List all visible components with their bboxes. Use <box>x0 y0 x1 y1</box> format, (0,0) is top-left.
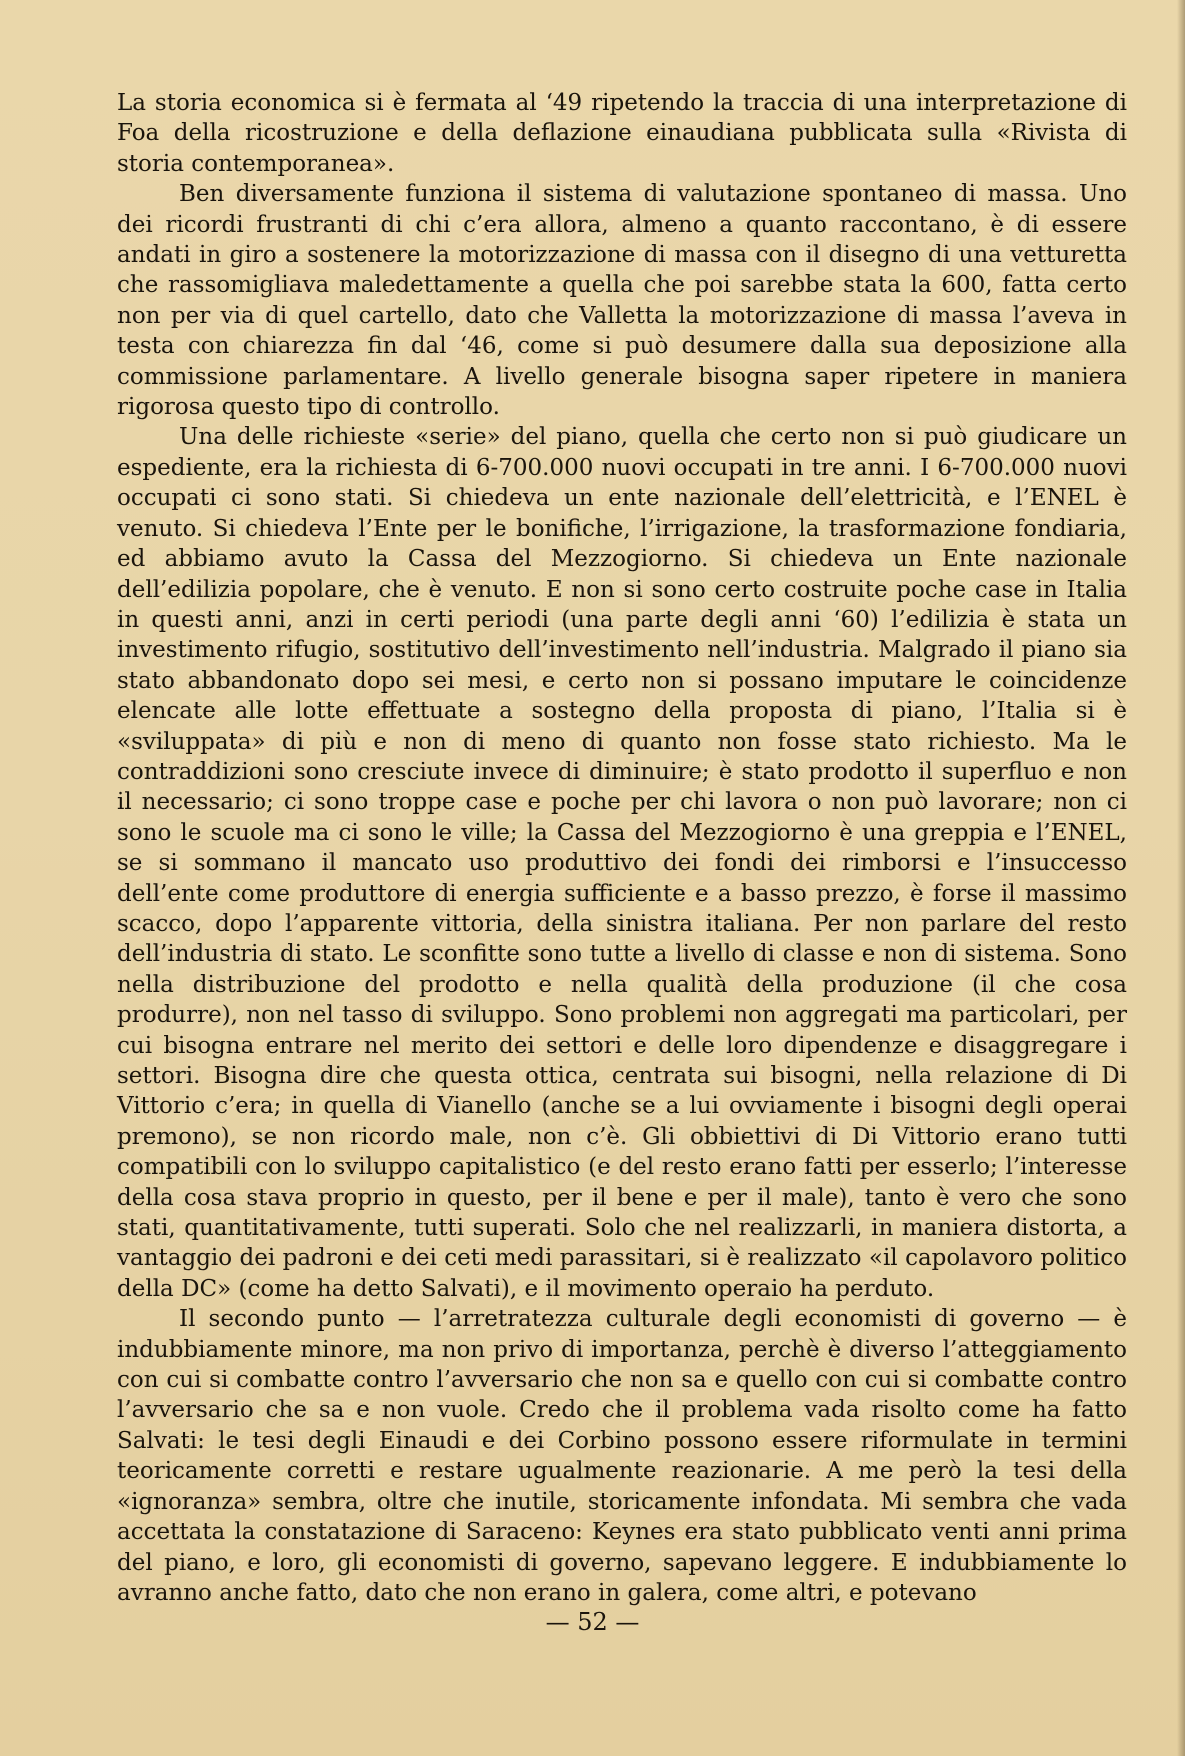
paragraph-2: Ben diversamente funziona il sistema di valutazione spontaneo di massa. Uno dei ricordi frustranti di chi c’era allora, almeno a quanto raccontano, è di essere andati in giro a sostenere la motorizzazione di massa con il disegno di una vetturetta che rassomigliava maledettamente a quella che poi sarebbe stata la 600, fatta certo non per via di quel cartello, dato che Valletta la motorizzazione di massa l’aveva in testa con chiarezza fin dal ‘46, come si può desumere dalla sua deposizione alla commissione parlamentare. A livello generale bisogna saper ripetere in maniera rigorosa questo tipo di controllo. <box>117 181 1127 421</box>
body-text <box>117 88 1127 1608</box>
paragraph-4: Il secondo punto — l’arretratezza culturale degli economisti di governo — è indubbiamente minore, ma non privo di importanza, perchè è diverso l’atteggiamento con cui si combatte contro l’avversario che non sa e quello con cui si combatte contro l’avversario che sa e non vuole. Credo che il problema vada risolto come ha fatto Salvati: le tesi degli Einaudi e dei Corbino possono essere riformulate in termini teoricamente corretti e restare ugualmente reazionarie. A me però la tesi della «ignoranza» sembra, oltre che inutile, storicamente infondata. Mi sembra che vada accettata la constatazione di Saraceno: Keynes era stato pubblicato venti anni prima del piano, e loro, gli economisti di governo, sapevano leggere. E indubbiamente lo avranno anche fatto, dato che non erano in galera, come altri, e potevano <box>117 1306 1127 1606</box>
page-number: — 52 — <box>545 1608 640 1636</box>
paragraph-1: La storia economica si è fermata al ‘49 ripetendo la traccia di una interpretazione di Foa della ricostruzione e della deflazione einaudiana pubblicata sulla «Rivista di storia contemporanea». <box>117 90 1127 177</box>
paragraph-3: Una delle richieste «serie» del piano, quella che certo non si può giudicare un espediente, era la richiesta di 6-700.000 nuovi occupati in tre anni. I 6-700.000 nuovi occupati ci sono stati. Si chiedeva un ente nazionale dell’elettricità, e l’ENEL è venuto. Si chiedeva l’Ente per le bonifiche, l’irrigazione, la trasformazione fondiaria, ed abbiamo avuto la Cassa del Mezzogiorno. Si chiedeva un Ente nazionale dell’edilizia popolare, che è venuto. E non si sono certo costruite poche case in Italia in questi anni, anzi in certi periodi (una parte degli anni ‘60) l’edilizia è stata un investimento rifugio, sostitutivo dell’investimento nell’industria. Malgrado il piano sia stato abbandonato dopo sei mesi, e certo non si possano imputare le coincidenze elencate alle lotte effettuate a sostegno della proposta di piano, l’Italia si è «sviluppata» di più e non di meno di quanto non fosse stato richiesto. Ma le contraddizioni sono cresciute invece di diminuire; è stato prodotto il superfluo e non il necessario; ci sono troppe case e poche per chi lavora o non può lavorare; non ci sono le scuole ma ci sono le ville; la Cassa del Mezzogiorno è una greppia e l’ENEL, se si sommano il mancato uso produttivo dei fondi dei rimborsi e l’insuccesso dell’ente come produttore di energia sufficiente e a basso prezzo, è forse il massimo scacco, dopo l’apparente vittoria, della sinistra italiana. Per non parlare del resto dell’industria di stato. Le sconfitte sono tutte a livello di classe e non di sistema. Sono nella distribuzione del prodotto e nella qualità della produzione (il che cosa produrre), non nel tasso di sviluppo. Sono problemi non aggregati ma particolari, per cui bisogna entrare nel merito dei settori e delle loro dipendenze e disaggregare i settori. Bisogna dire che questa ottica, centrata sui bisogni, nella relazione di Di Vittorio c’era; in quella di Vianello (anche se a lui ovviamente i bisogni degli operai premono), se non ricordo male, non c’è. Gli obbiettivi di Di Vittorio erano tutti compatibili con lo sviluppo capitalistico (e del resto erano fatti per esserlo; l’interesse della cosa stava proprio in questo, per il bene e per il male), tanto è vero che sono stati, quantitativamente, tutti superati. Solo che nel realizzarli, in maniera distorta, a vantaggio dei padroni e dei ceti medi parassitari, si è realizzato «il capolavoro politico della DC» (come ha detto Salvati), e il movimento operaio ha perduto. <box>117 424 1127 1302</box>
page-edge-shadow <box>1177 0 1185 1756</box>
